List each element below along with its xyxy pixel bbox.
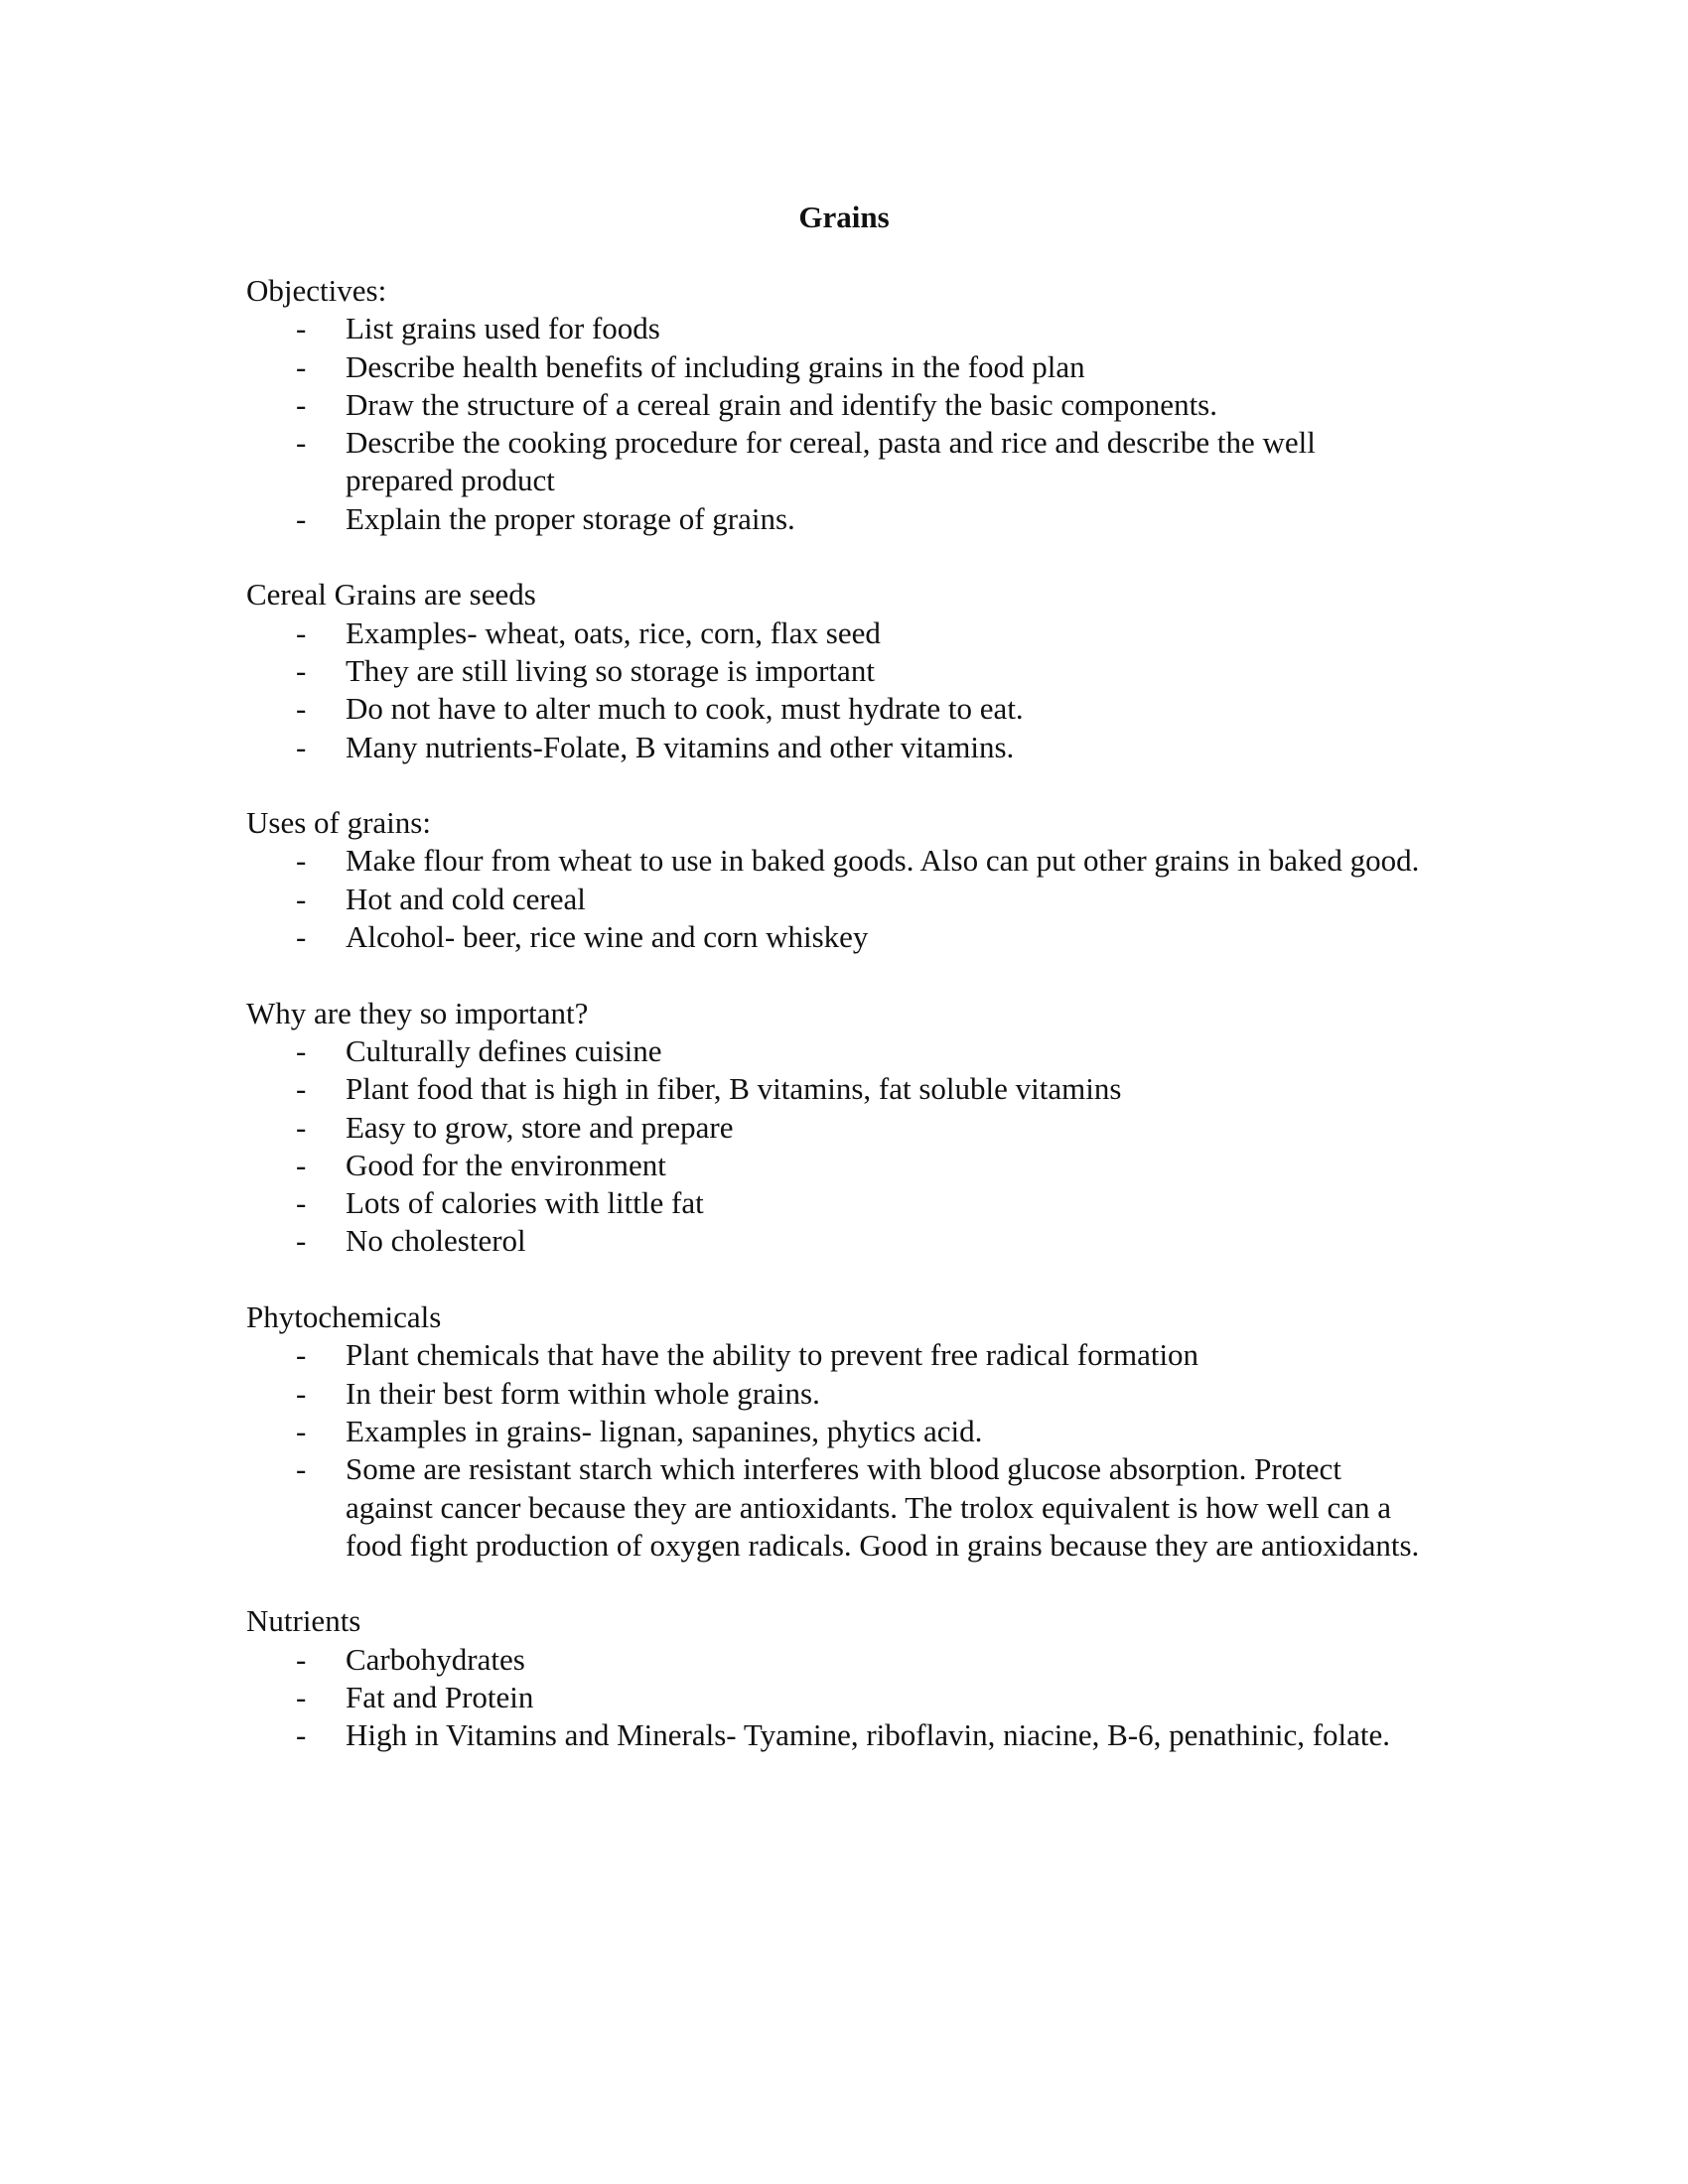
list-item-text: Examples- wheat, oats, rice, corn, flax seed (346, 614, 881, 650)
list-item (246, 842, 1438, 880)
list-item-text: They are still living so storage is important (346, 652, 875, 688)
dash-bullet: - (296, 1413, 307, 1448)
list-item-text: Describe health benefits of including grains in the food plan (346, 348, 1085, 384)
list-item (246, 348, 1438, 386)
list-item-text: Alcohol- beer, rice wine and corn whiskey (346, 919, 869, 955)
list-item (246, 1679, 1438, 1716)
bullet-list (246, 310, 1438, 538)
list-item (246, 1184, 1438, 1222)
list-item (246, 1070, 1438, 1108)
list-item-text: Carbohydrates (346, 1641, 525, 1677)
dash-bullet: - (296, 1032, 307, 1068)
list-item-text: Describe the cooking procedure for cereal, pasta and rice and describe the well prepared product (346, 425, 1316, 498)
list-item-text: Examples in grains- lignan, sapanines, phytics acid. (346, 1413, 983, 1448)
list-item (246, 1716, 1438, 1754)
page-title: Grains (798, 200, 890, 234)
list-item-text: In their best form within whole grains. (346, 1375, 820, 1411)
list-item (246, 1641, 1438, 1679)
dash-bullet: - (296, 1717, 307, 1753)
section-phytochemicals (246, 1298, 1438, 1565)
dash-bullet: - (296, 500, 307, 536)
section-heading: Why are they so important? (246, 995, 589, 1030)
dash-bullet: - (296, 1071, 307, 1107)
bullet-list (246, 1336, 1438, 1565)
dash-bullet: - (296, 1337, 307, 1373)
list-item-text: List grains used for foods (346, 311, 660, 346)
dash-bullet: - (296, 881, 307, 916)
dash-bullet: - (296, 1679, 307, 1714)
dash-bullet: - (296, 691, 307, 727)
list-item (246, 614, 1438, 652)
list-item-text: Explain the proper storage of grains. (346, 500, 795, 536)
list-item (246, 918, 1438, 956)
list-item (246, 652, 1438, 690)
list-item (246, 881, 1438, 918)
list-item (246, 1413, 1438, 1450)
list-item-text: Plant food that is high in fiber, B vitamins, fat soluble vitamins (346, 1071, 1122, 1107)
list-item (246, 386, 1438, 424)
dash-bullet: - (296, 1641, 307, 1677)
list-item-text: No cholesterol (346, 1223, 526, 1259)
list-item-text: Good for the environment (346, 1147, 666, 1182)
dash-bullet: - (296, 348, 307, 384)
document-body (246, 272, 1438, 1793)
list-item (246, 1336, 1438, 1374)
list-item (246, 1375, 1438, 1413)
list-item-text: Make flour from wheat to use in baked goods. Also can put other grains in baked good. (346, 843, 1420, 879)
dash-bullet: - (296, 425, 307, 461)
section-objectives (246, 272, 1438, 538)
list-item-text: Culturally defines cuisine (346, 1032, 662, 1068)
dash-bullet: - (296, 614, 307, 650)
section-nutrients (246, 1602, 1438, 1754)
list-item (246, 500, 1438, 538)
list-item-text: Some are resistant starch which interferes with blood glucose absorption. Protect against cancer because they are antioxidants. The trolox equivalent is how well can a food fight production of oxygen radicals. Good in grains because they are antioxidants. (346, 1451, 1420, 1563)
dash-bullet: - (296, 1185, 307, 1221)
dash-bullet: - (296, 1147, 307, 1182)
bullet-list (246, 614, 1438, 766)
list-item-text: Do not have to alter much to cook, must hydrate to eat. (346, 691, 1024, 727)
bullet-list (246, 1641, 1438, 1755)
section-cereal-grains (246, 576, 1438, 765)
section-heading: Uses of grains: (246, 805, 431, 841)
list-item-text: Hot and cold cereal (346, 881, 586, 916)
list-item (246, 1109, 1438, 1147)
dash-bullet: - (296, 311, 307, 346)
list-item-text: Many nutrients-Folate, B vitamins and other vitamins. (346, 729, 1015, 764)
list-item-text: High in Vitamins and Minerals- Tyamine, riboflavin, niacine, B-6, penathinic, folate. (346, 1717, 1391, 1753)
list-item-text: Fat and Protein (346, 1679, 534, 1714)
list-item-text: Plant chemicals that have the ability to prevent free radical formation (346, 1337, 1199, 1373)
section-heading: Nutrients (246, 1603, 361, 1639)
list-item-text: Lots of calories with little fat (346, 1185, 704, 1221)
bullet-list (246, 1032, 1438, 1261)
dash-bullet: - (296, 1451, 307, 1487)
dash-bullet: - (296, 919, 307, 955)
list-item (246, 729, 1438, 766)
list-item-text: Easy to grow, store and prepare (346, 1109, 734, 1145)
dash-bullet: - (296, 652, 307, 688)
section-why-important (246, 995, 1438, 1261)
list-item (246, 1222, 1438, 1260)
section-heading: Phytochemicals (246, 1299, 442, 1335)
dash-bullet: - (296, 1375, 307, 1411)
section-heading: Cereal Grains are seeds (246, 577, 536, 613)
section-heading: Objectives: (246, 273, 387, 308)
section-uses-of-grains (246, 804, 1438, 956)
bullet-list (246, 842, 1438, 956)
dash-bullet: - (296, 729, 307, 764)
list-item (246, 1450, 1438, 1565)
dash-bullet: - (296, 1109, 307, 1145)
dash-bullet: - (296, 843, 307, 879)
list-item-text: Draw the structure of a cereal grain and identify the basic components. (346, 386, 1217, 422)
list-item (246, 1032, 1438, 1070)
list-item (246, 424, 1438, 500)
list-item (246, 690, 1438, 728)
dash-bullet: - (296, 386, 307, 422)
dash-bullet: - (296, 1223, 307, 1259)
list-item (246, 1147, 1438, 1184)
list-item (246, 310, 1438, 347)
